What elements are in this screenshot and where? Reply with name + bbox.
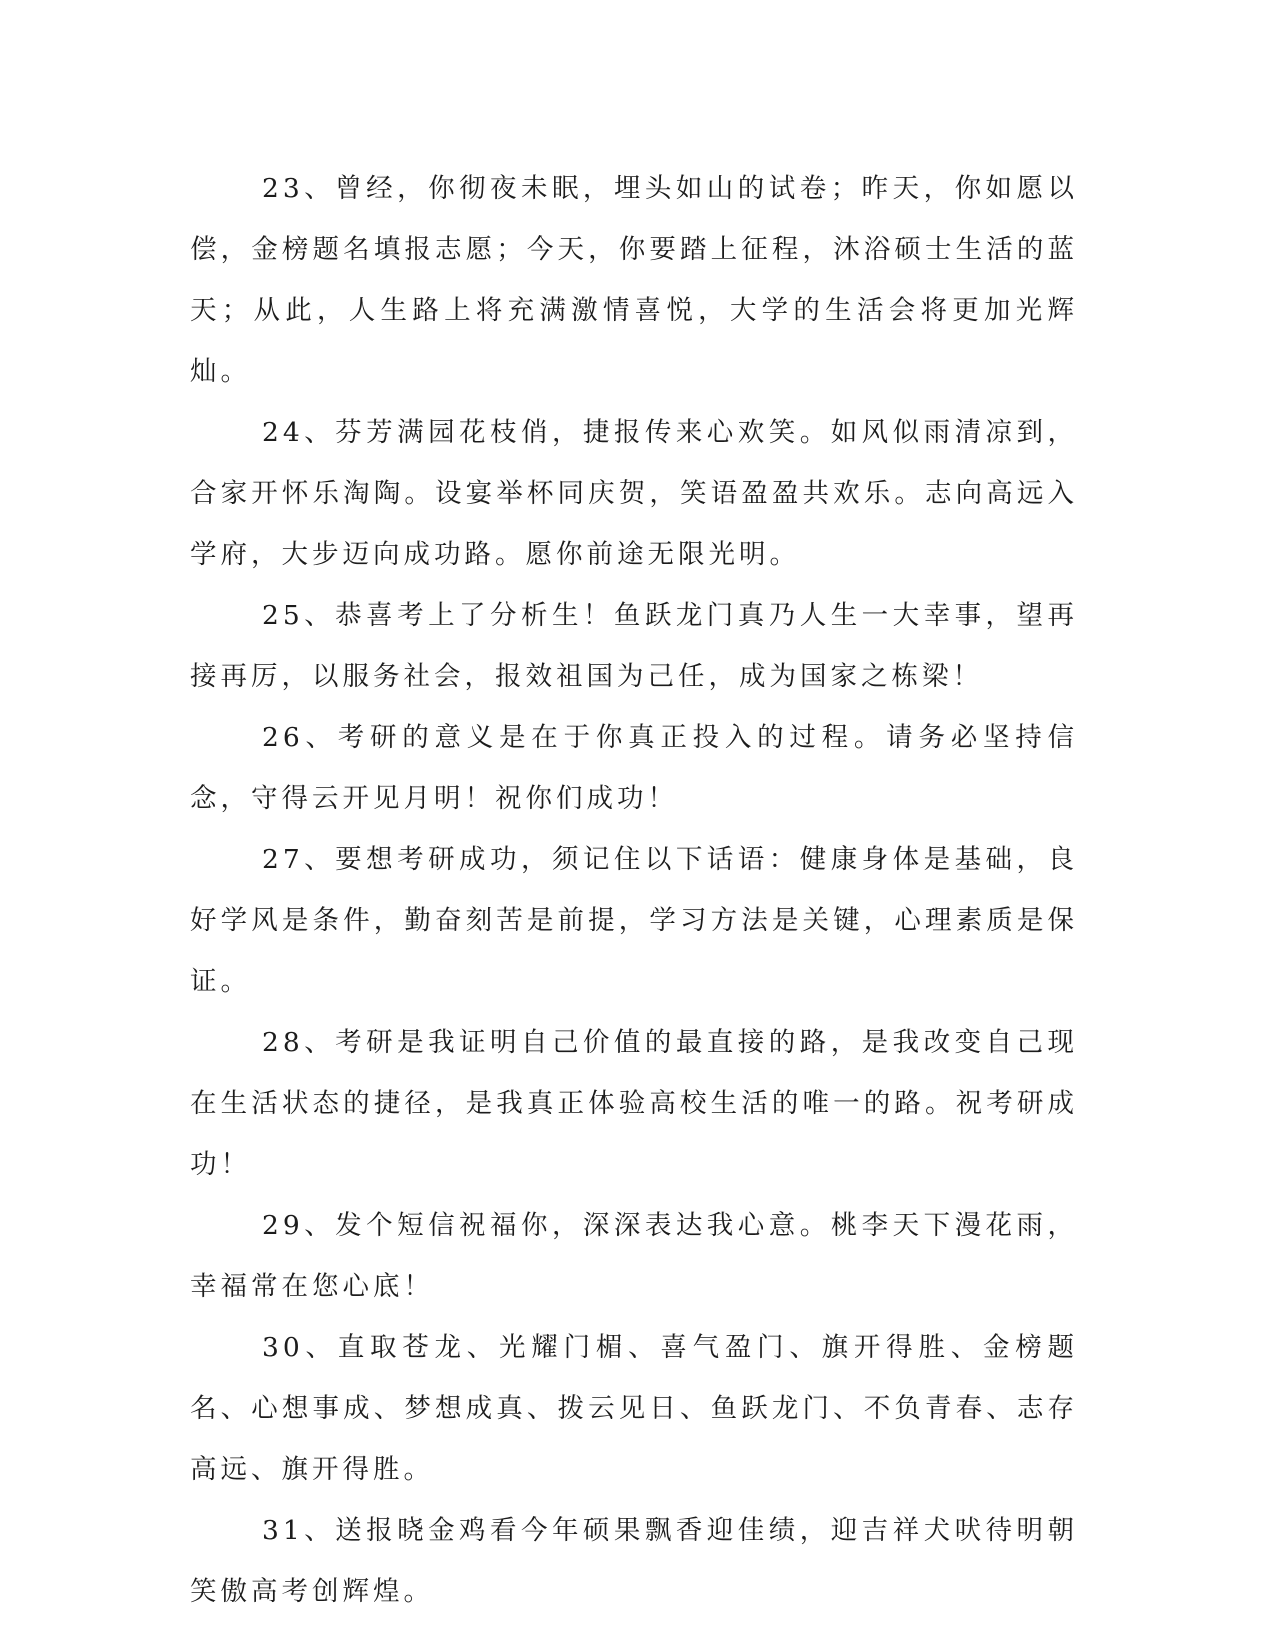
document-body bbox=[190, 158, 1078, 1622]
paragraph-31: 31、送报晓金鸡看今年硕果飘香迎佳绩，迎吉祥犬吠待明朝笑傲高考创辉煌。 bbox=[190, 1515, 1078, 1607]
paragraph-29: 29、发个短信祝福你，深深表达我心意。桃李天下漫花雨，幸福常在您心底！ bbox=[190, 1210, 1078, 1302]
paragraph-27: 27、要想考研成功，须记住以下话语：健康身体是基础，良好学风是条件，勤奋刻苦是前提，学习方法是关键，心理素质是保证。 bbox=[190, 844, 1078, 997]
paragraph-24: 24、芬芳满园花枝俏，捷报传来心欢笑。如风似雨清凉到，合家开怀乐淘陶。设宴举杯同庆贺，笑语盈盈共欢乐。志向高远入学府，大步迈向成功路。愿你前途无限光明。 bbox=[190, 417, 1078, 570]
paragraph-30: 30、直取苍龙、光耀门楣、喜气盈门、旗开得胜、金榜题名、心想事成、梦想成真、拨云见日、鱼跃龙门、不负青春、志存高远、旗开得胜。 bbox=[190, 1332, 1078, 1485]
paragraph-26: 26、考研的意义是在于你真正投入的过程。请务必坚持信念，守得云开见月明！祝你们成功！ bbox=[190, 722, 1078, 814]
paragraph-28: 28、考研是我证明自己价值的最直接的路，是我改变自己现在生活状态的捷径，是我真正体验高校生活的唯一的路。祝考研成功！ bbox=[190, 1027, 1078, 1180]
paragraph-25: 25、恭喜考上了分析生！鱼跃龙门真乃人生一大幸事，望再接再厉，以服务社会，报效祖国为己任，成为国家之栋梁！ bbox=[190, 600, 1078, 692]
paragraph-23: 23、曾经，你彻夜未眠，埋头如山的试卷；昨天，你如愿以偿，金榜题名填报志愿；今天，你要踏上征程，沐浴硕士生活的蓝天；从此，人生路上将充满激情喜悦，大学的生活会将更加光辉灿。 bbox=[190, 173, 1078, 387]
